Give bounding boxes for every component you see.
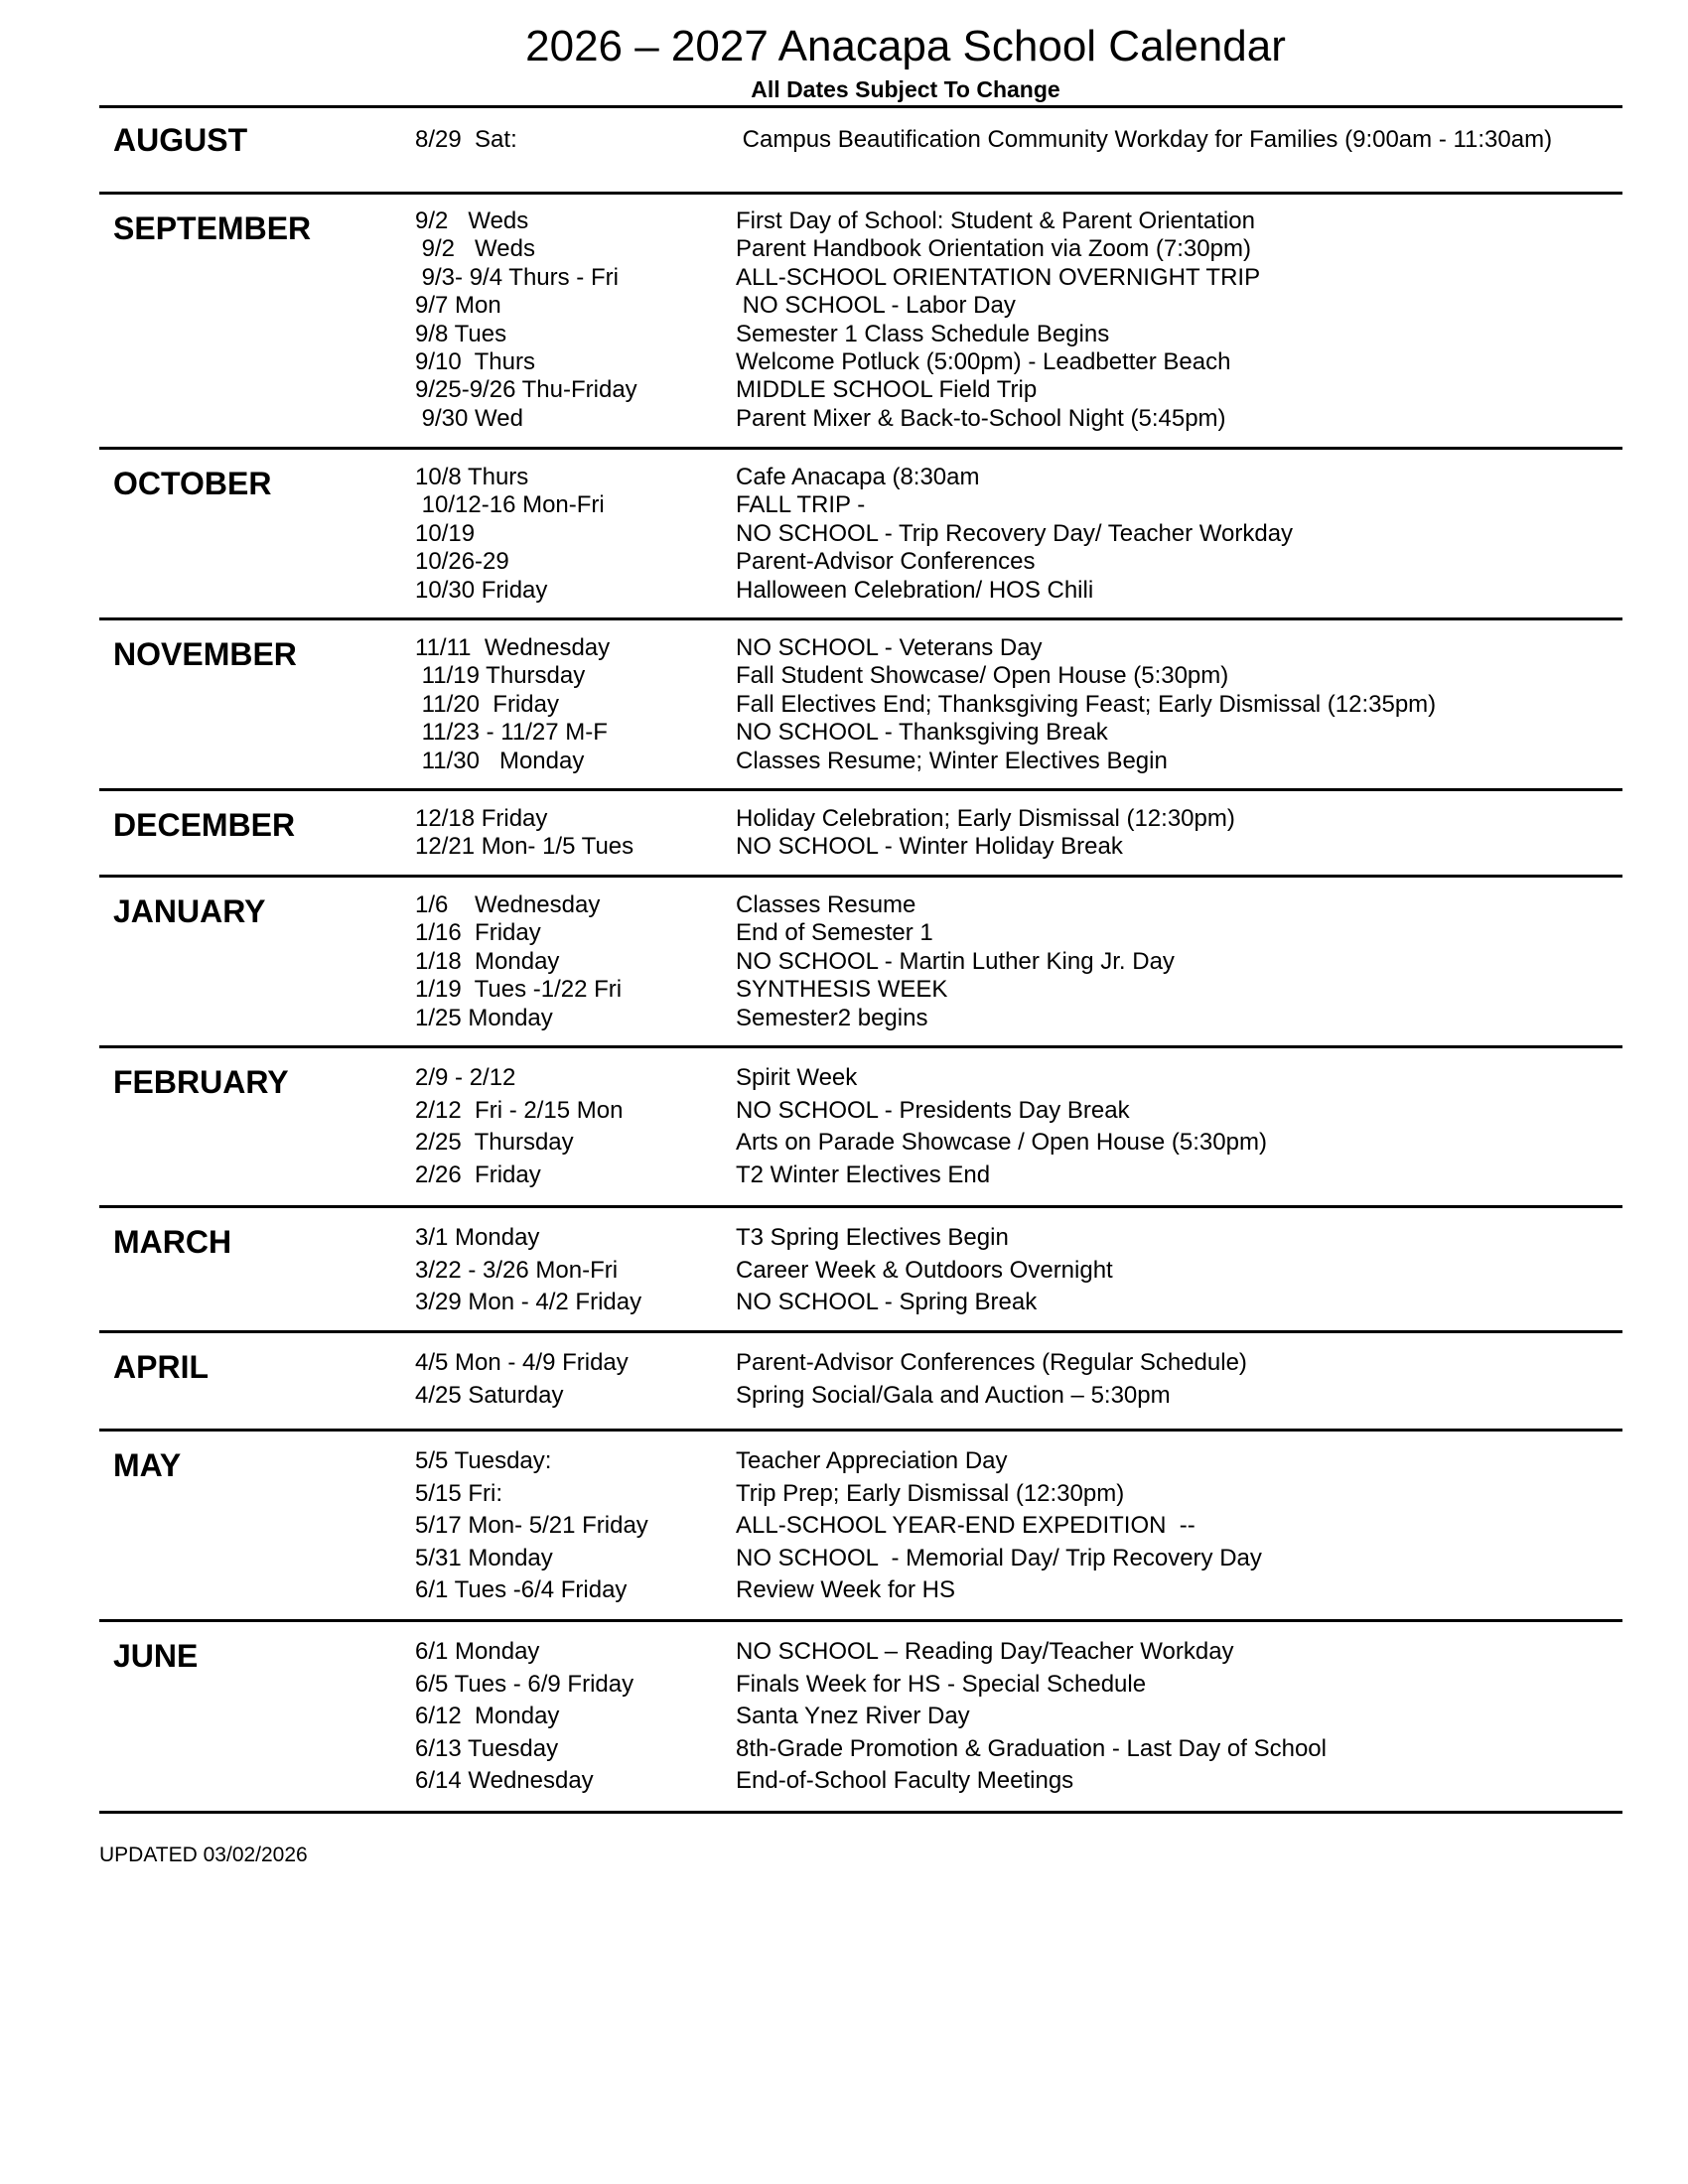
updated-note: UPDATED 03/02/2026 [99,1843,308,1866]
event-description: Classes Resume; Winter Electives Begin [736,747,1168,774]
event-description: Santa Ynez River Day [736,1703,970,1729]
event-list [99,1222,1622,1319]
event-date: 5/17 Mon- 5/21 Friday [415,1512,648,1539]
event-row [99,376,1622,404]
event-date: 3/29 Mon - 4/2 Friday [415,1289,642,1315]
event-row [99,662,1622,690]
event-row [99,891,1622,919]
event-date: 9/3- 9/4 Thurs - Fri [415,263,619,291]
event-row [99,691,1622,719]
event-row [99,1733,1622,1766]
event-date: 2/25 Thursday [415,1129,574,1156]
event-row [99,1636,1622,1669]
event-description: NO SCHOOL – Reading Day/Teacher Workday [736,1638,1234,1665]
event-description: NO SCHOOL - Martin Luther King Jr. Day [736,947,1175,975]
event-date: 10/12-16 Mon-Fri [415,491,605,519]
event-date: 11/11 Wednesday [415,634,611,661]
month-name: JUNE [113,1638,199,1674]
event-description: NO SCHOOL - Presidents Day Break [736,1096,1130,1124]
event-list [99,1062,1622,1191]
event-date: 11/30 Monday [415,747,585,774]
event-description: Parent-Advisor Conferences (Regular Schedule) [736,1349,1247,1376]
event-description: Campus Beautification Community Workday for Families (9:00am - 11:30am) [736,126,1553,153]
event-date: 5/31 Monday [415,1544,553,1571]
month-name: MARCH [113,1224,232,1260]
page-title: 2026 – 2027 Anacapa School Calendar [525,22,1286,70]
event-description: SYNTHESIS WEEK [736,976,948,1004]
event-row [99,1160,1622,1192]
event-row [99,491,1622,519]
event-row [99,1510,1622,1543]
event-row [99,1062,1622,1095]
event-row [99,1478,1622,1511]
event-row [99,1005,1622,1032]
event-description: 8th-Grade Promotion & Graduation - Last Day of School [736,1734,1327,1762]
month-section-october [99,450,1622,620]
event-date: 9/10 Thurs [415,347,535,375]
event-row [99,1380,1622,1413]
event-date: 5/15 Fri: [415,1479,503,1507]
event-description: First Day of School: Student & Parent Orientation [736,207,1255,234]
month-name: FEBRUARY [113,1064,289,1100]
event-row [99,1255,1622,1288]
event-row [99,126,1622,154]
month-name: OCTOBER [113,466,272,501]
event-row [99,634,1622,662]
event-description: Welcome Potluck (5:00pm) - Leadbetter Beach [736,347,1231,375]
event-row [99,1347,1622,1380]
calendar-table [99,105,1622,1814]
event-description: End of Semester 1 [736,919,933,947]
month-name: MAY [113,1447,182,1483]
event-date: 12/18 Friday [415,805,548,832]
event-description: Teacher Appreciation Day [736,1447,1008,1474]
event-row [99,235,1622,263]
event-description: Holiday Celebration; Early Dismissal (12:30pm) [736,805,1235,832]
event-row [99,1543,1622,1575]
event-description: Spring Social/Gala and Auction – 5:30pm [736,1381,1171,1409]
event-date: 4/25 Saturday [415,1381,564,1409]
event-list [99,805,1622,862]
event-date: 6/12 Monday [415,1703,560,1729]
month-section-february [99,1048,1622,1208]
event-date: 6/14 Wednesday [415,1767,594,1794]
month-section-april [99,1333,1622,1432]
event-date: 9/25-9/26 Thu-Friday [415,376,637,404]
event-list [99,126,1622,154]
event-description: Classes Resume [736,891,916,918]
event-description: End-of-School Faculty Meetings [736,1767,1074,1794]
event-description: Parent-Advisor Conferences [736,548,1036,576]
event-row [99,520,1622,548]
event-list [99,1445,1622,1607]
event-date: 11/23 - 11/27 M-F [415,719,608,747]
event-date: 3/22 - 3/26 Mon-Fri [415,1256,619,1284]
month-section-august [99,108,1622,195]
month-name: AUGUST [113,122,248,158]
event-row [99,948,1622,976]
event-row [99,321,1622,348]
event-row [99,548,1622,576]
event-date: 2/26 Friday [415,1160,541,1188]
month-section-november [99,620,1622,791]
event-description: Fall Student Showcase/ Open House (5:30pm) [736,662,1229,690]
event-date: 9/8 Tues [415,320,507,347]
event-description: Fall Electives End; Thanksgiving Feast; Early Dismissal (12:35pm) [736,690,1437,718]
month-section-september [99,195,1622,450]
event-row [99,1095,1622,1128]
event-row [99,207,1622,235]
event-date: 6/1 Tues -6/4 Friday [415,1576,628,1603]
event-date: 8/29 Sat: [415,126,517,153]
event-row [99,1765,1622,1798]
event-date: 1/18 Monday [415,947,560,975]
event-date: 4/5 Mon - 4/9 Friday [415,1349,629,1376]
event-date: 10/26-29 [415,548,509,576]
month-section-may [99,1432,1622,1622]
event-date: 11/19 Thursday [415,662,586,690]
event-row [99,805,1622,833]
event-description: ALL-SCHOOL YEAR-END EXPEDITION -- [736,1512,1196,1539]
event-description: ALL-SCHOOL ORIENTATION OVERNIGHT TRIP [736,263,1261,291]
month-name: NOVEMBER [113,636,297,672]
month-name: JANUARY [113,893,266,929]
event-row [99,1574,1622,1607]
event-description: NO SCHOOL - Labor Day [736,292,1016,320]
month-section-december [99,791,1622,878]
event-row [99,464,1622,491]
event-date: 5/5 Tuesday: [415,1447,552,1474]
event-description: Spirit Week [736,1064,858,1091]
event-list [99,207,1622,433]
event-date: 11/20 Friday [415,690,559,718]
event-description: Career Week & Outdoors Overnight [736,1256,1113,1284]
event-row [99,405,1622,433]
event-description: Trip Prep; Early Dismissal (12:30pm) [736,1479,1125,1507]
event-row [99,1127,1622,1160]
page-subtitle: All Dates Subject To Change [751,76,1060,102]
event-date: 1/16 Friday [415,919,541,947]
event-list [99,1636,1622,1798]
month-section-june [99,1622,1622,1814]
event-row [99,577,1622,605]
event-description: Parent Mixer & Back-to-School Night (5:45pm) [736,404,1226,432]
event-description: Parent Handbook Orientation via Zoom (7:30pm) [736,235,1251,263]
event-row [99,719,1622,747]
event-date: 9/7 Mon [415,292,501,320]
event-list [99,1347,1622,1412]
event-date: 3/1 Monday [415,1224,540,1251]
event-description: Semester 1 Class Schedule Begins [736,320,1110,347]
event-description: NO SCHOOL - Thanksgiving Break [736,719,1108,747]
event-date: 1/25 Monday [415,1004,553,1031]
event-row [99,292,1622,320]
event-row [99,1669,1622,1702]
month-name: DECEMBER [113,807,296,843]
event-description: Review Week for HS [736,1576,955,1603]
event-row [99,1287,1622,1319]
event-date: 10/8 Thurs [415,464,529,490]
event-description: NO SCHOOL - Memorial Day/ Trip Recovery Day [736,1544,1262,1571]
event-date: 9/30 Wed [415,404,523,432]
event-date: 10/30 Friday [415,576,548,604]
event-description: NO SCHOOL - Winter Holiday Break [736,833,1123,861]
event-row [99,1701,1622,1733]
event-date: 2/9 - 2/12 [415,1064,516,1091]
event-description: Cafe Anacapa (8:30am [736,464,980,490]
event-list [99,634,1622,775]
event-description: NO SCHOOL - Veterans Day [736,634,1043,661]
event-date: 6/5 Tues - 6/9 Friday [415,1670,634,1698]
event-date: 1/19 Tues -1/22 Fri [415,976,623,1004]
event-date: 6/13 Tuesday [415,1734,559,1762]
event-row [99,919,1622,947]
event-description: T3 Spring Electives Begin [736,1224,1009,1251]
month-name: APRIL [113,1349,209,1385]
event-description: Halloween Celebration/ HOS Chili [736,576,1094,604]
month-name: SEPTEMBER [113,210,312,246]
event-description: Semester2 begins [736,1004,928,1031]
event-row [99,976,1622,1004]
event-date: 6/1 Monday [415,1638,540,1665]
event-row [99,748,1622,775]
event-description: T2 Winter Electives End [736,1160,991,1188]
event-description: FALL TRIP - [736,491,866,519]
event-list [99,464,1622,605]
event-row [99,348,1622,376]
event-description: Arts on Parade Showcase / Open House (5:30pm) [736,1129,1267,1156]
event-description: NO SCHOOL - Trip Recovery Day/ Teacher Workday [736,519,1294,547]
event-description: MIDDLE SCHOOL Field Trip [736,376,1038,404]
event-description: NO SCHOOL - Spring Break [736,1289,1038,1315]
month-section-march [99,1208,1622,1333]
event-date: 2/12 Fri - 2/15 Mon [415,1096,624,1124]
event-row [99,264,1622,292]
event-row [99,833,1622,861]
event-date: 12/21 Mon- 1/5 Tues [415,833,634,861]
event-description: Finals Week for HS - Special Schedule [736,1670,1147,1698]
event-row [99,1222,1622,1255]
month-section-january [99,878,1622,1048]
event-date: 9/2 Weds [415,207,529,234]
calendar-page [99,0,1622,1867]
event-date: 1/6 Wednesday [415,891,601,918]
event-date: 10/19 [415,519,476,547]
event-row [99,1445,1622,1478]
event-date: 9/2 Weds [415,235,535,263]
event-list [99,891,1622,1032]
